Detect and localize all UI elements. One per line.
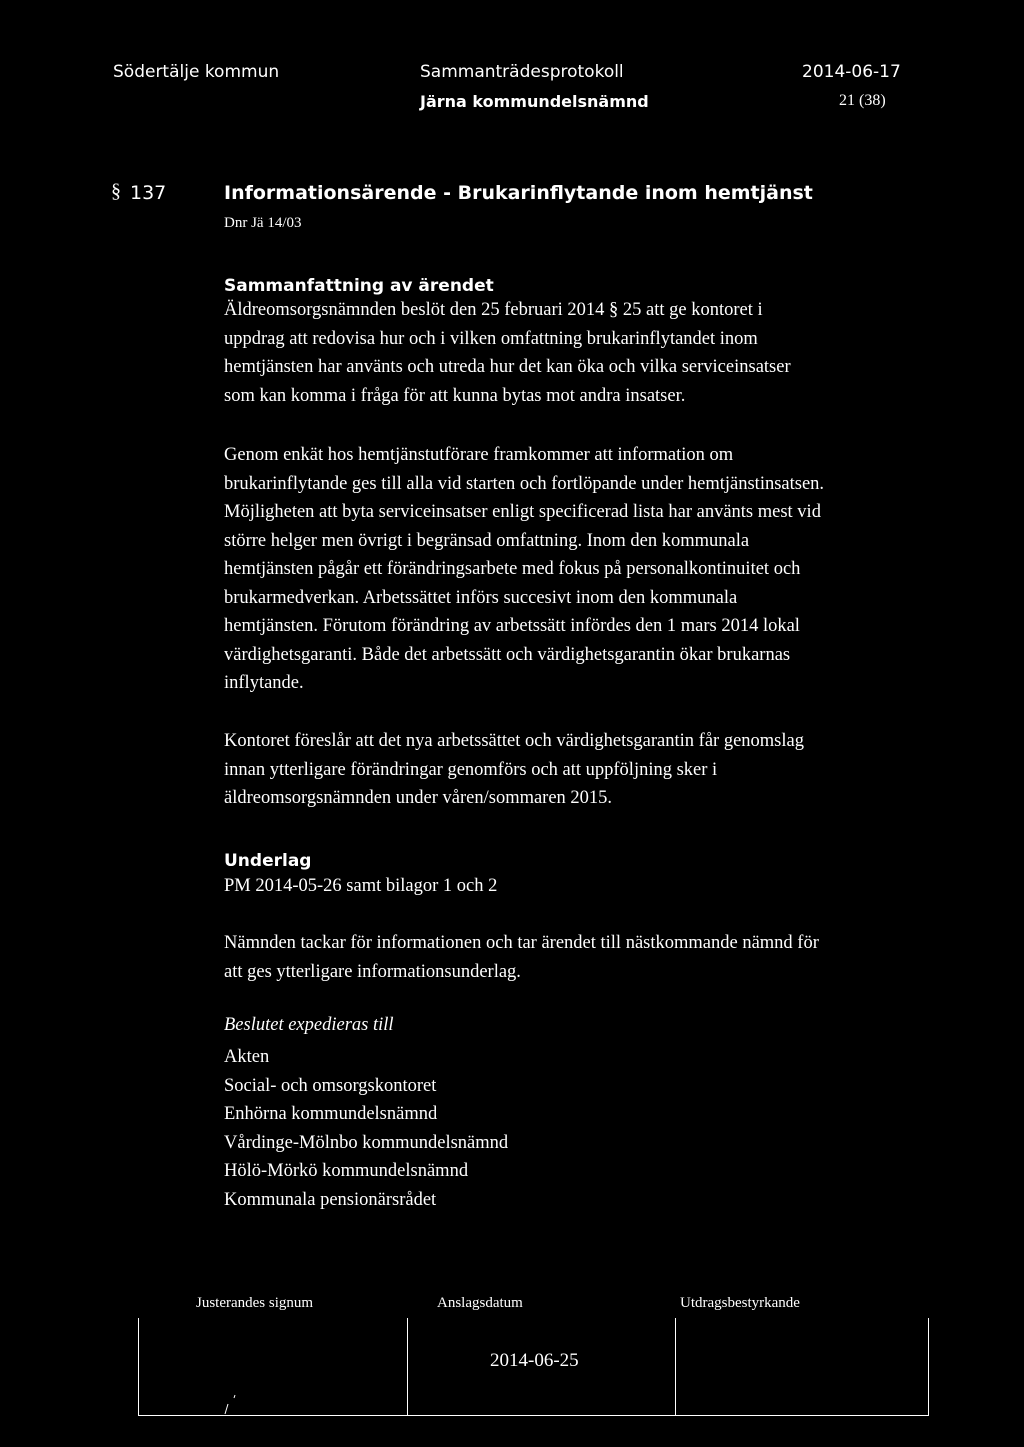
text-line: hemtjänsten pågår ett förändringsarbete med fokus på personalkontinuitet och bbox=[224, 559, 801, 579]
text-line: Kontoret föreslår att det nya arbetssättet och värdighetsgarantin får genomslag bbox=[224, 731, 804, 751]
section-title: Informationsärende - Brukarinflytande inom hemtjänst bbox=[224, 182, 813, 204]
text-line: Genom enkät hos hemtjänstutförare framkommer att information om bbox=[224, 445, 734, 465]
text-line: större helger men övrigt i begränsad omfattning. Inom den kommunala bbox=[224, 530, 750, 551]
summary-heading: Sammanfattning av ärendet bbox=[224, 276, 494, 296]
basis-text: PM 2014-05-26 samt bilagor 1 och 2 bbox=[224, 876, 498, 896]
summary-paragraph-2 bbox=[224, 441, 904, 698]
case-number: Dnr Jä 14/03 bbox=[224, 215, 302, 231]
document-type: Sammanträdesprotokoll bbox=[420, 62, 624, 82]
text-line: hemtjänsten har använts och utreda hur det kan öka och vilka serviceinsatser bbox=[224, 357, 791, 377]
recipient: Social- och omsorgskontoret bbox=[224, 1075, 437, 1096]
footer-label-signature: Justerandes signum bbox=[196, 1295, 314, 1311]
distribution-list bbox=[224, 1043, 508, 1214]
section-symbol: § bbox=[111, 180, 121, 202]
basis-heading: Underlag bbox=[224, 851, 312, 871]
text-line: inflytande. bbox=[224, 673, 304, 693]
text-line: Möjligheten att byta serviceinsatser enligt specificerad lista har använts mest vid bbox=[224, 502, 821, 522]
text-line: värdighetsgaranti. Både det arbetssätt och värdighetsgarantin ökar brukarnas bbox=[224, 644, 791, 665]
footer-divider-2 bbox=[675, 1318, 676, 1416]
summary-paragraph-3 bbox=[224, 727, 904, 813]
text-line: Nämnden tackar för informationen och tar ärendet till nästkommande nämnd för bbox=[224, 933, 819, 953]
distribution-heading: Beslutet expedieras till bbox=[224, 1015, 394, 1035]
text-line: brukarinflytande ges till alla vid starten och fortlöpande under hemtjänstinsatsen. bbox=[224, 473, 825, 494]
text-line: innan ytterligare förändringar genomförs och att uppföljning sker i bbox=[224, 759, 718, 780]
footer-label-certification: Utdragsbestyrkande bbox=[680, 1295, 800, 1311]
page-number: 21 (38) bbox=[839, 92, 886, 109]
section-number: 137 bbox=[130, 182, 167, 204]
meeting-date: 2014-06-17 bbox=[802, 62, 901, 82]
text-line: hemtjänsten. Förutom förändring av arbetssätt infördes den 1 mars 2014 lokal bbox=[224, 616, 800, 636]
recipient: Kommunala pensionärsrådet bbox=[224, 1189, 437, 1210]
footer-bottom-border bbox=[138, 1415, 929, 1416]
recipient: Vårdinge-Mölnbo kommundelsnämnd bbox=[224, 1132, 509, 1153]
posting-date-value: 2014-06-25 bbox=[490, 1350, 579, 1371]
committee-name: Järna kommundelsnämnd bbox=[420, 92, 649, 111]
text-line: äldreomsorgsnämnden under våren/sommaren 2015. bbox=[224, 788, 613, 808]
text-line: uppdrag att redovisa hur och i vilken omfattning brukarinflytandet inom bbox=[224, 328, 758, 349]
text-line: att ges ytterligare informationsunderlag. bbox=[224, 961, 521, 982]
footer-border-left bbox=[138, 1318, 139, 1416]
text-line: som kan komma i fråga för att kunna bytas mot andra insatser. bbox=[224, 385, 686, 406]
recipient: Enhörna kommundelsnämnd bbox=[224, 1104, 438, 1124]
municipality-name: Södertälje kommun bbox=[113, 62, 280, 82]
text-line: brukarmedverkan. Arbetssättet införs succesivt inom den kommunala bbox=[224, 587, 738, 608]
signature-mark bbox=[222, 1392, 242, 1418]
recipient: Akten bbox=[224, 1047, 270, 1067]
summary-paragraph-1 bbox=[224, 296, 904, 410]
footer-label-posting-date: Anslagsdatum bbox=[437, 1295, 523, 1311]
footer-divider-1 bbox=[407, 1318, 408, 1416]
footer-border-right bbox=[928, 1318, 929, 1416]
text-line: Äldreomsorgsnämnden beslöt den 25 februari 2014 § 25 att ge kontoret i bbox=[224, 300, 763, 320]
decision-paragraph bbox=[224, 929, 904, 986]
recipient: Hölö-Mörkö kommundelsnämnd bbox=[224, 1161, 469, 1181]
